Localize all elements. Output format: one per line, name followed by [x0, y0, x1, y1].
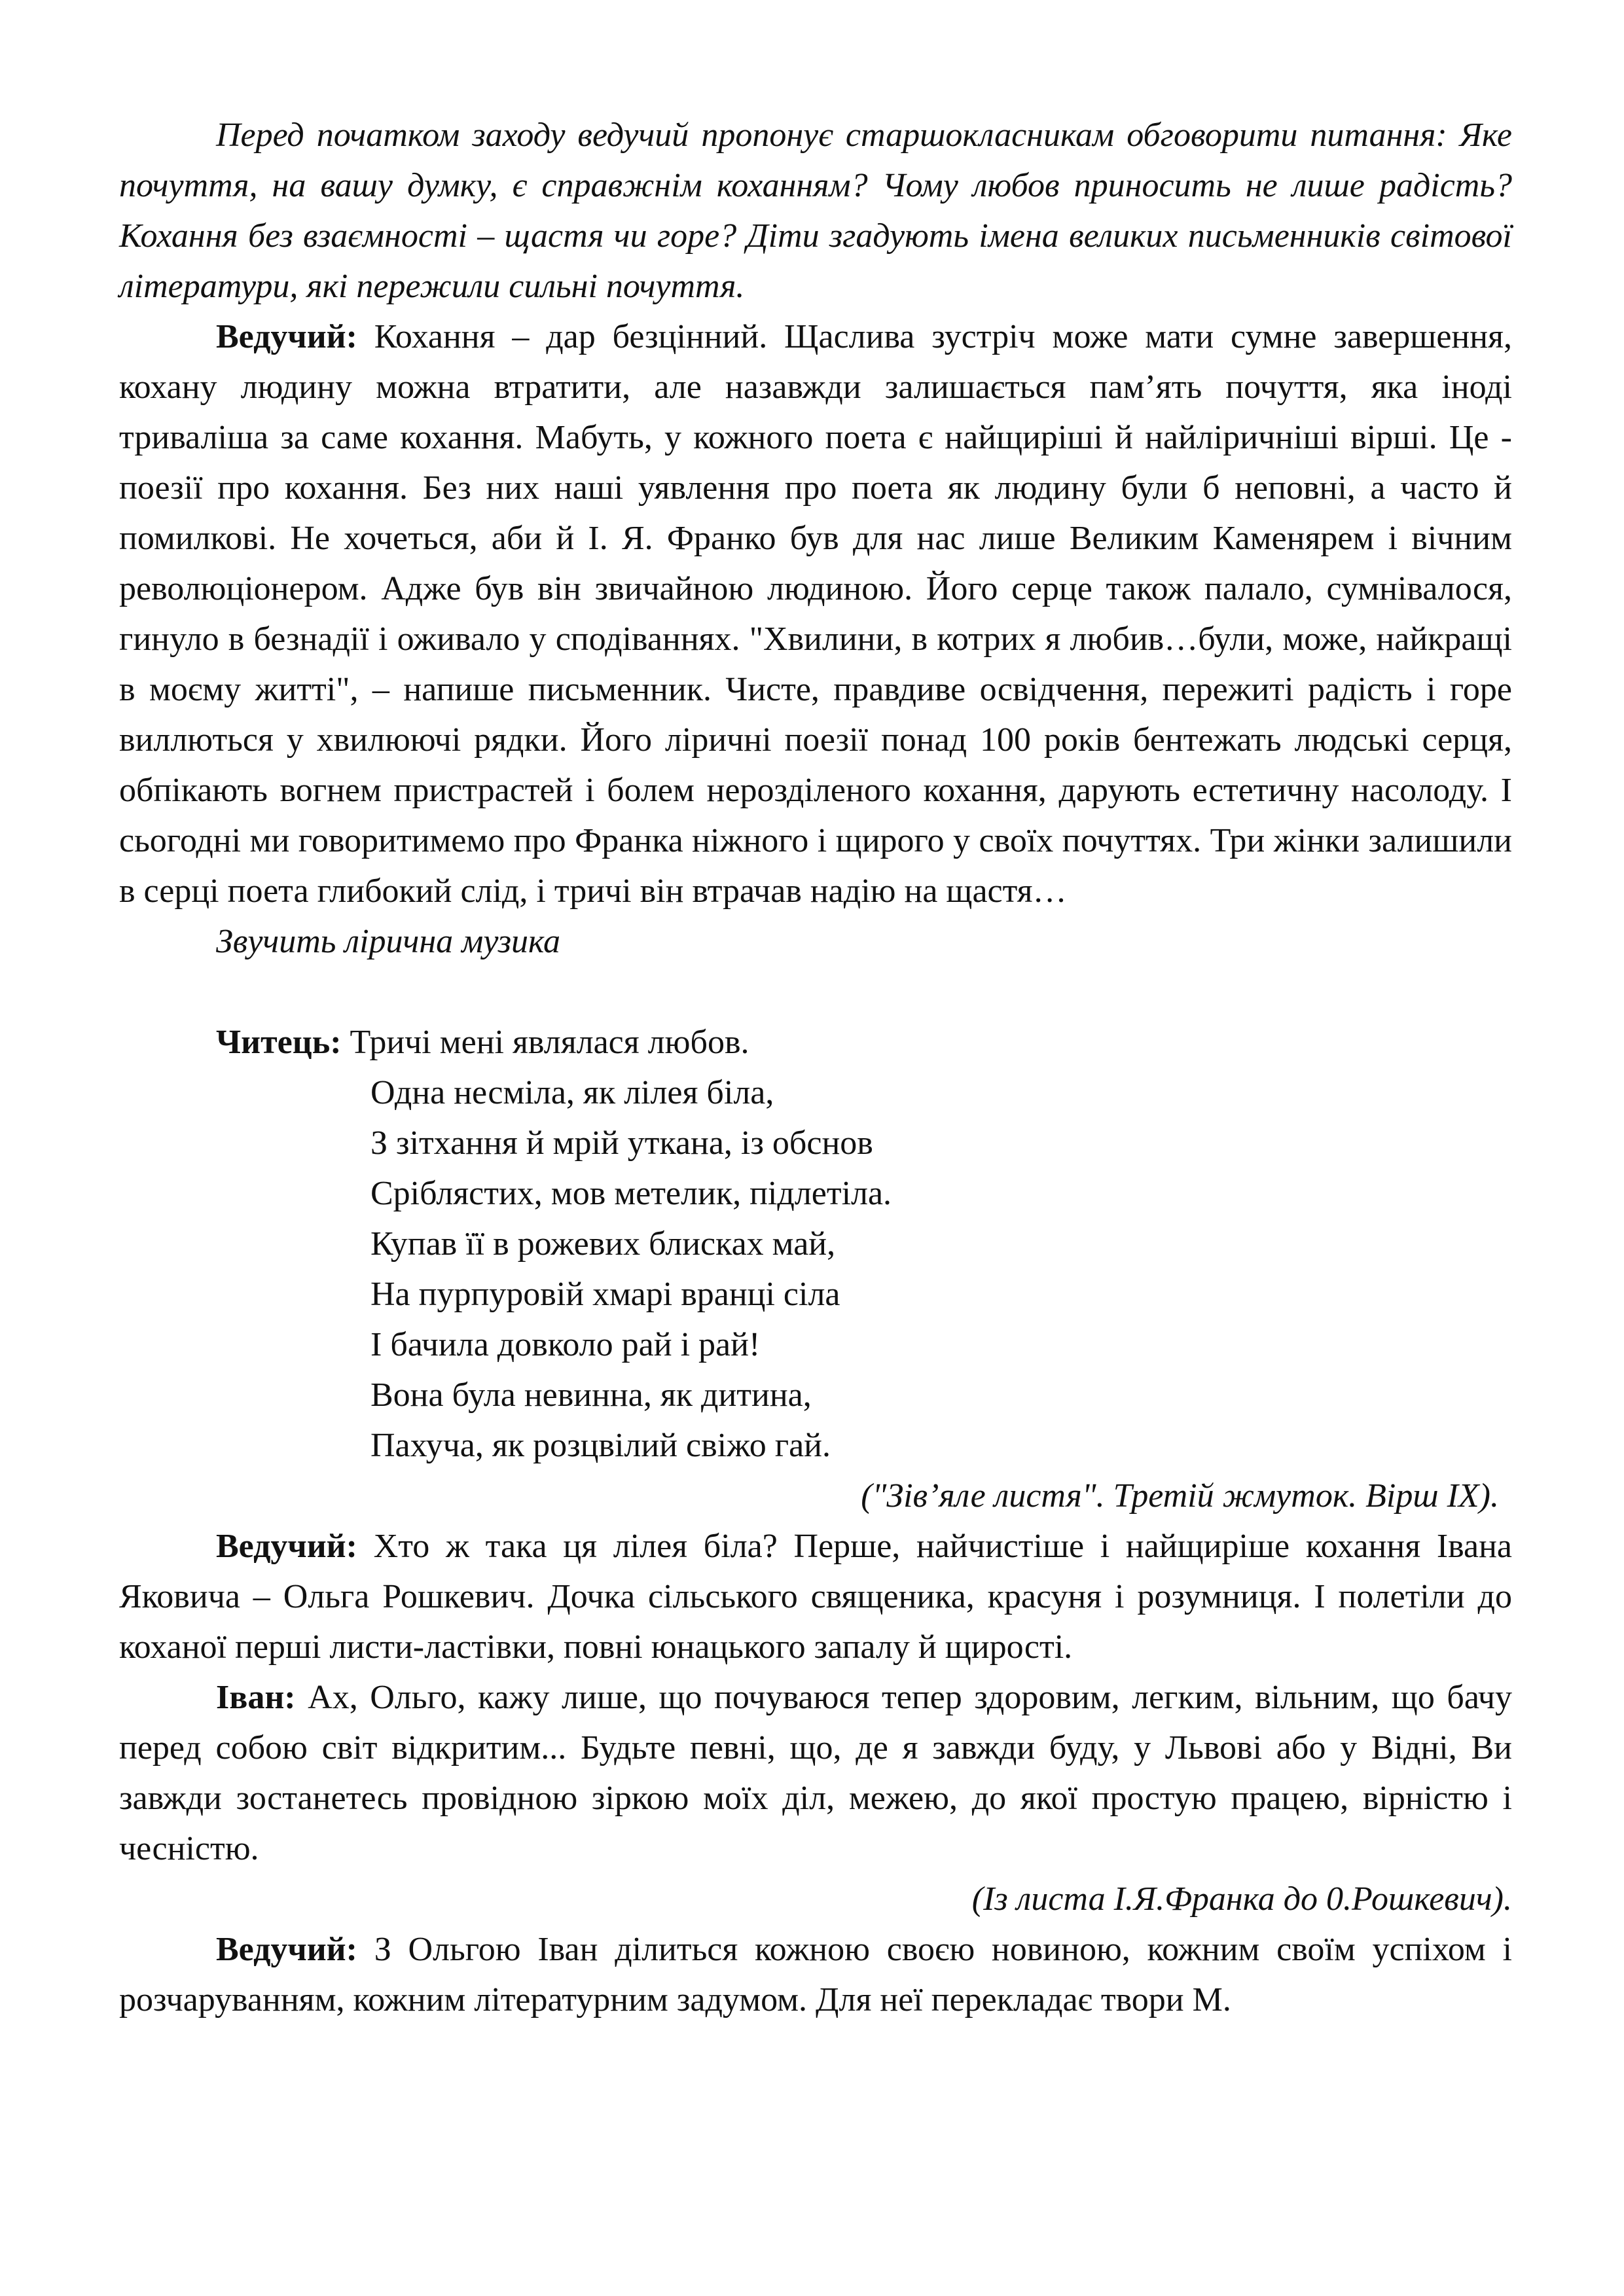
speaker-label: Ведучий: [216, 1931, 357, 1968]
poem-block [119, 1017, 1512, 1521]
poem-first-line [119, 1017, 1512, 1067]
paragraph-text: З Ольгою Іван ділиться кожною своєю новиною, кожним своїм успіхом і розчаруванням, кожним літературним задумом. Для неї перекладає твори М. [119, 1931, 1512, 2018]
speaker-label: Читець: [216, 1024, 342, 1061]
speaker-label: Іван: [216, 1679, 296, 1716]
poem-lines [119, 1067, 1512, 1471]
poem-line: На пурпуровій хмарі вранці сіла [370, 1276, 840, 1313]
poem-line: З зітхання й мрій уткана, із обснов [370, 1124, 873, 1162]
paragraph-text: Ах, Ольго, кажу лише, що почуваюся тепер здоровим, легким, вільним, що бачу перед собою світ відкритим... Будьте певні, що, де я завжди буду, у Львові або у Відні, Ви завжди зостанетесь провідною зіркою моїх діл, межею, до якої простую працею, вірністю і чесністю. [119, 1679, 1512, 1867]
speaker-label: Ведучий: [216, 1528, 357, 1565]
letter-source: (Із листа І.Я.Франка до 0.Рошкевич). [971, 1880, 1512, 1918]
host-paragraph-1 [119, 312, 1512, 916]
stage-direction: Звучить лірична музика [216, 923, 561, 960]
intro-paragraph: Перед початком заходу ведучий пропонує старшокласникам обговорити питання: Яке почуття, на вашу думку, є справжнім коханням? Чому любов приносить не лише радість? Кохання без взаємності – щастя чи горе? Діти згадують імена великих письменників світової літератури, які пережили сильні почуття. [119, 117, 1512, 305]
poem-line: Одна несміла, як лілея біла, [370, 1074, 774, 1111]
poem-line: Вона була невинна, як дитина, [370, 1376, 812, 1414]
poem-line: І бачила довколо рай і рай! [370, 1326, 761, 1363]
poem-line: Сріблястих, мов метелик, підлетіла. [370, 1175, 892, 1212]
document-content [119, 110, 1512, 2025]
speaker-label: Ведучий: [216, 318, 357, 355]
poem-source: ("Зів’яле листя". Третій жмуток. Вірш IX). [861, 1477, 1499, 1515]
poem-line: Тричі мені являлася любов. [341, 1024, 749, 1061]
ivan-paragraph [119, 1672, 1512, 1874]
paragraph-text: Хто ж така ця лілея біла? Перше, найчистіше і найщиріше кохання Івана Яковича – Ольга Рошкевич. Дочка сільського священика, красуня і розумниця. І полетіли до коханої перші листи-ластівки, повні юнацького запалу й щирості. [119, 1528, 1512, 1666]
host-paragraph-2 [119, 1521, 1512, 1672]
poem-line: Пахуча, як розцвілий свіжо гай. [370, 1427, 831, 1464]
paragraph-text: Кохання – дар безцінний. Щаслива зустріч може мати сумне завершення, кохану людину можна втратити, але назавжди залишається пам’ять почуття, яка іноді триваліша за саме кохання. Мабуть, у кожного поета є найщиріші й найліричніші вірші. Це - поезії про кохання. Без них наші уявлення про поета як людину були б неповні, а часто й помилкові. Не хочеться, аби й І. Я. Франко був для нас лише Великим Каменярем і вічним революціонером. Адже був він звичайною людиною. Його серце також палало, сумнівалося, гинуло в безнадії і оживало у сподіваннях. "Хвилини, в котрих я любив…були, може, найкращі в моєму житті", – напише письменник. Чисте, правдиве освідчення, пережиті радість і горе виллються у хвилюючі рядки. Його ліричні поезії понад 100 років бентежать людські серця, обпікають вогнем пристрастей і болем нерозділеного кохання, дарують естетичну насолоду. І сьогодні ми говоритимемо про Франка ніжного і щирого у своїх почуттях. Три жінки залишили в серці поета глибокий слід, і тричі він втрачав надію на щастя… [119, 318, 1512, 910]
poem-line: Купав її в рожевих блисках май, [370, 1225, 836, 1263]
host-paragraph-3 [119, 1924, 1512, 2025]
